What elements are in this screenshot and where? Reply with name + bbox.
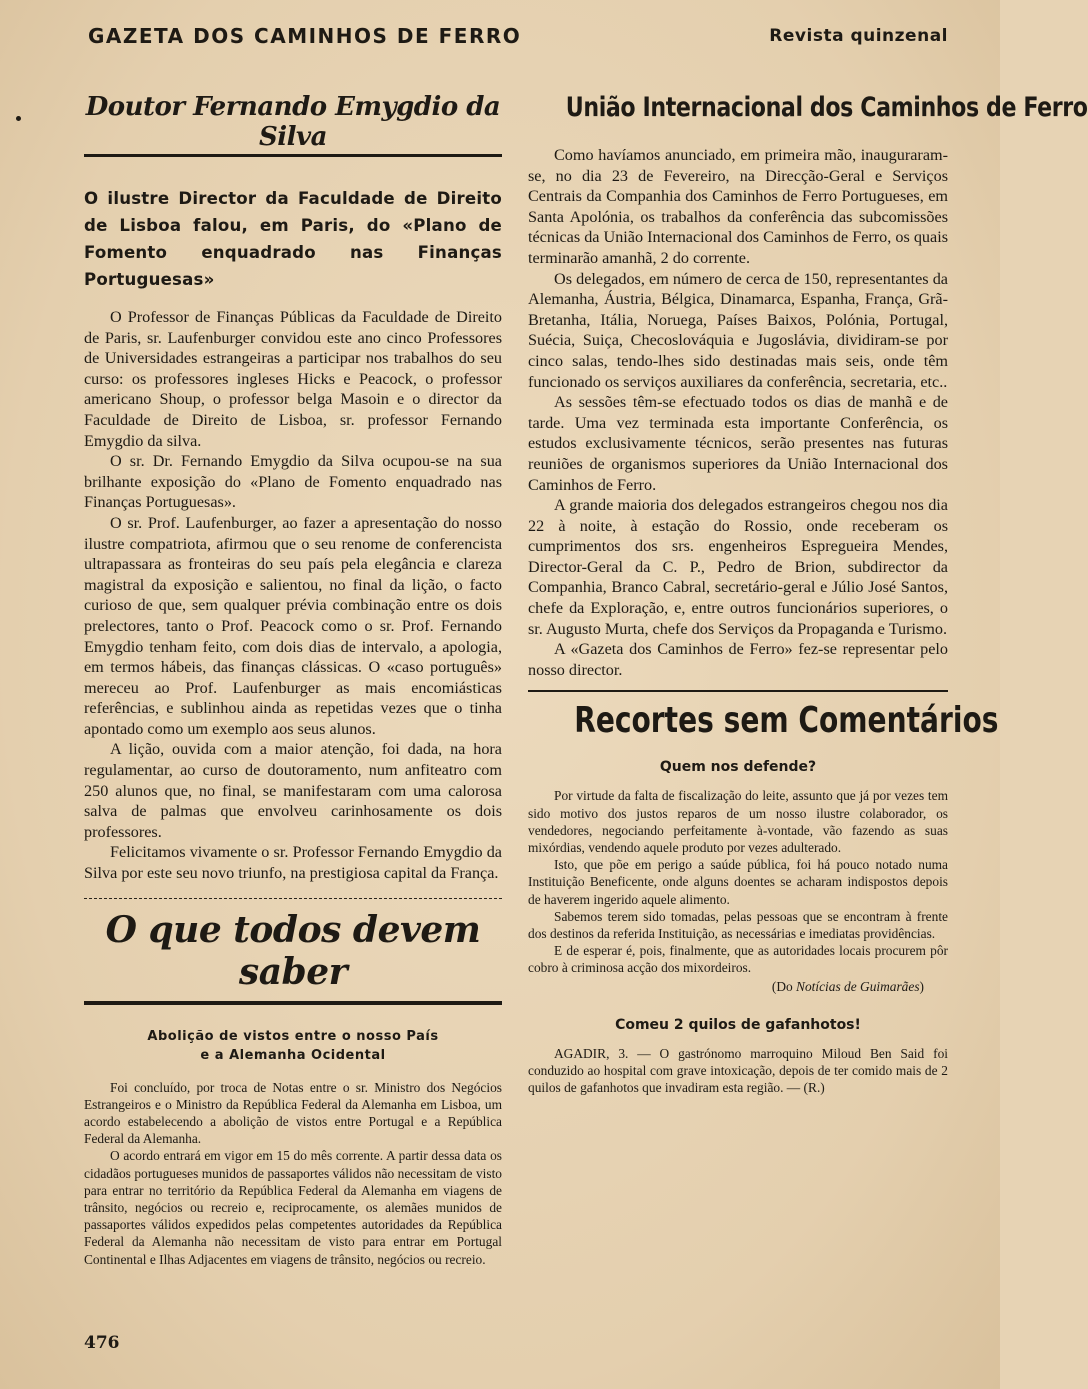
page-number: 476 bbox=[84, 1333, 120, 1353]
article-lead: O ilustre Director da Faculdade de Direito de Lisboa falou, em Paris, do «Plano de Fomento enquadrado nas Finanças Portuguesas» bbox=[84, 189, 502, 289]
paragraph: A lição, ouvida com a maior atenção, foi dada, na hora regulamentar, ao curso de doutoramento, num anfiteatro com 250 alunos que, no final, se manifestaram com uma calorosa salva de palmas que envolveu carinhosamente os dois professores. bbox=[84, 740, 502, 841]
right-column bbox=[528, 92, 1088, 1096]
section-divider bbox=[84, 898, 502, 899]
paragraph: A grande maioria dos delegados estrangeiros chegou nos dia 22 à noite, à estação do Rossio, onde receberam os cumprimentos dos srs. engenheiros Espregueira Mendes, Director-Geral da C. P., Pedro de Brion, subdirector da Companhia, Branco Cabral, secretário-geral e Júlio José Santos, chefe da Exploração, e, entre outros funcionários superiores, o sr. Augusto Murta, chefe dos Serviços da Propaganda e Turismo. bbox=[528, 496, 948, 638]
paragraph: Os delegados, em número de cerca de 150, representantes da Alemanha, Áustria, Bélgica, Dinamarca, Espanha, França, Grã-Bretanha, Itália, Noruega, Países Baixos, Polónia, Portugal, Suécia, Suiça, Checoslováquia e Jugoslávia, dividiram-se por cinco salas, tendo-lhes sido destinadas mais seis, onde têm funcionado os serviços auxiliares da conferência, secretaria, etc.. bbox=[528, 269, 948, 391]
section-divider bbox=[528, 690, 948, 692]
clipping-body-1 bbox=[528, 787, 948, 976]
paragraph: Isto, que põe em perigo a saúde pública, foi há pouco notado numa Instituição Beneficente, onde alguns doentes se acharam indispostos depois de haverem ingerido aquele alimento. bbox=[528, 857, 948, 907]
subhead-line: e a Alemanha Ocidental bbox=[200, 1047, 386, 1063]
paragraph: Felicitamos vivamente o sr. Professor Fernando Emygdio da Silva por este seu novo triunfo, na prestigiosa capital da França. bbox=[84, 843, 502, 883]
section-title-recortes: Recortes sem Comentários bbox=[574, 700, 999, 742]
visa-abolition-body bbox=[84, 1079, 502, 1268]
publication-name: GAZETA DOS CAMINHOS DE FERRO bbox=[88, 24, 522, 48]
paragraph: O sr. Dr. Fernando Emygdio da Silva ocupou-se na sua brilhante exposição do «Plano de Fomento enquadrado nas Finanças Portuguesas». bbox=[84, 452, 502, 512]
paragraph: Como havíamos anunciado, em primeira mão, inauguraram-se, no dia 23 de Fevereiro, na Direcção-Geral e Serviços Centrais da Companhia dos Caminhos de Ferro Portugueses, em Santa Apolónia, os trabalhos da conferência das subcomissões técnicas da União Internacional dos Caminhos de Ferro, os quais terminarão amanhã, 2 do corrente. bbox=[528, 146, 948, 267]
article-body-uic bbox=[528, 145, 948, 680]
section-title-what-to-know: O que todos devem saber bbox=[105, 908, 481, 993]
clipping-title-1: Quem nos defende? bbox=[659, 759, 817, 776]
paragraph: O sr. Prof. Laufenburger, ao fazer a apresentação do nosso ilustre compatriota, afirmou que o seu renome de conferencista ultrapassara as fronteiras do seu país pela elegância e clareza magistral da exposição e salientou, no final da lição, o facto curioso de que, sem qualquer prévia combinação entre os dois prelectores, tanto o Prof. Peacock como o sr. Prof. Fernando Emygdio tenham feito, com dois dias de intervalo, a apologia, em termos hábeis, das finanças clássicas. O «caso português» mereceu ao Prof. Laufenburger as mais encomiásticas referências, e sublinhou ainda as repetidas vezes que o tinha apontado como um exemplo aos seus alunos. bbox=[84, 513, 502, 738]
title-underline bbox=[84, 1001, 502, 1005]
paragraph: O Professor de Finanças Públicas da Faculdade de Direito de Paris, sr. Laufenburger convidou este ano cinco Professores de Universidades estrangeiras a participar nos trabalhos do seu curso: os professores ingleses Hicks e Peacock, o professor americano Shoup, o professor belga Masoin e o director da Faculdade de Direito de Lisboa, sr. professor Fernando Emygdio da silva. bbox=[84, 308, 502, 450]
margin-mark bbox=[16, 116, 21, 121]
publication-frequency: Revista quinzenal bbox=[769, 26, 948, 46]
paragraph: Sabemos terem sido tomadas, pelas pessoas que se encontram à frente dos destinos da referida Instituição, as necessárias e imediatas providências. bbox=[528, 908, 948, 942]
visa-abolition-heading bbox=[84, 1027, 502, 1065]
source-name: Notícias de Guimarães bbox=[796, 978, 920, 994]
article-body-emygdio bbox=[84, 307, 502, 884]
subhead-line: Abolição de vistos entre o nosso País bbox=[147, 1028, 439, 1044]
article-title-uic: União Internacional dos Caminhos de Ferro bbox=[565, 92, 1088, 123]
clipping-title-2: Comeu 2 quilos de gafanhotos! bbox=[615, 1016, 861, 1033]
article-title-emygdio: Doutor Fernando Emygdio da Silva bbox=[84, 92, 502, 157]
paragraph: O acordo entrará em vigor em 15 do mês corrente. A partir dessa data os cidadãos portugueses munidos de passaportes válidos não necessitam de visto para entrar no território da República Federal da Alemanha em viagens de trânsito, negócios ou recreio e, reciprocamente, os alemães munidos de passaportes válidos expedidos pelas competentes autoridades da República Federal da Alemanha não necessitam de visto para entrar em Portugal Continental e Ilhas Adjacentes em viagens de trânsito, negócios ou recreio. bbox=[84, 1148, 502, 1267]
left-column bbox=[84, 92, 502, 1268]
paragraph: Foi concluído, por troca de Notas entre o sr. Ministro dos Negócios Estrangeiros e o Ministro da República Federal da Alemanha em Lisboa, um acordo estabelecendo a abolição de vistos entre Portugal e a República Federal da Alemanha. bbox=[84, 1079, 502, 1147]
running-head bbox=[88, 24, 948, 54]
paragraph: Por virtude da falta de fiscalização do leite, assunto que já por vezes tem sido motivo dos justos reparos de um nosso ilustre colaborador, os vendedores, negociando perfeitamente à-vontade, vão fazendo as suas mixórdias, vendendo aquele produto por vezes adulterado. bbox=[528, 788, 948, 856]
paragraph: A «Gazeta dos Caminhos de Ferro» fez-se representar pelo nosso director. bbox=[528, 640, 948, 679]
paragraph: As sessões têm-se efectuado todos os dias de manhã e de tarde. Uma vez terminada esta importante Conferência, os estudos exclusivamente técnicos, serão presentes nas futuras reuniões de organismos superiores da União Internacional dos Caminhos de Ferro. bbox=[528, 393, 948, 494]
paragraph: E de esperar é, pois, finalmente, que as autoridades locais procurem pôr cobro à criminosa acção dos mixordeiros. bbox=[528, 943, 948, 976]
clipping-source: (Do Notícias de Guimarães) bbox=[771, 978, 924, 994]
clipping-body-2 bbox=[528, 1045, 948, 1097]
paragraph: AGADIR, 3. — O gastrónomo marroquino Miloud Ben Said foi conduzido ao hospital com grave intoxicação, depois de ter comido mais de 2 quilos de gafanhotos que invadiram esta região. — (R.) bbox=[528, 1045, 948, 1096]
